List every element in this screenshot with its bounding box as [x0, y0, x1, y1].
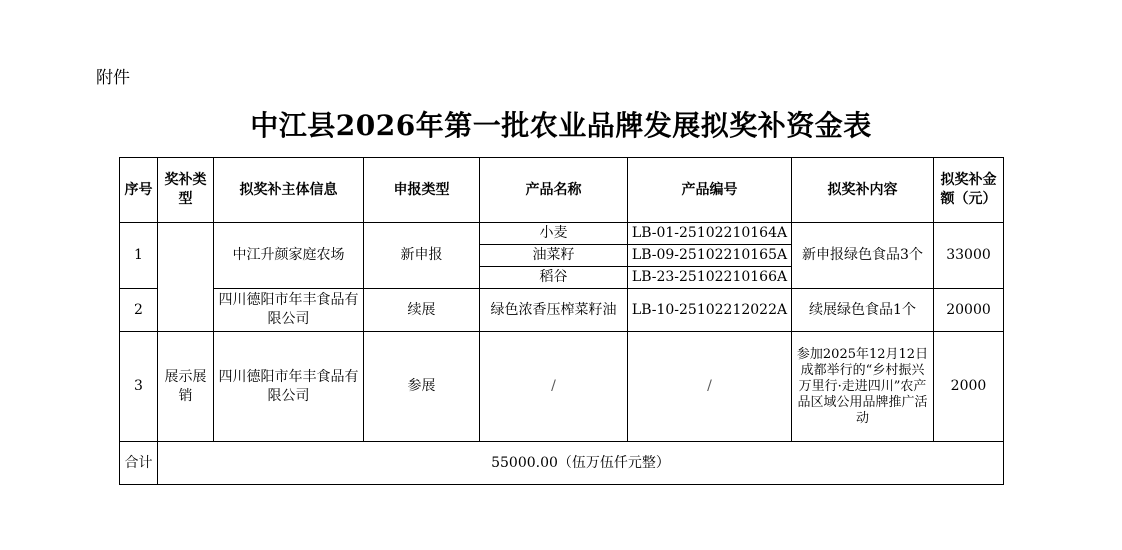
row2-no: 2: [120, 289, 158, 332]
row2-code: LB-10-25102212022A: [628, 289, 792, 332]
row1-type: [158, 223, 214, 332]
header-apply: 申报类型: [364, 158, 480, 223]
total-label: 合计: [120, 442, 158, 485]
header-row: [120, 158, 1004, 223]
header-entity: 拟奖补主体信息: [214, 158, 364, 223]
row2-apply: 续展: [364, 289, 480, 332]
document-title: 中江县2026年第一批农业品牌发展拟奖补资金表: [250, 109, 872, 142]
row3-amount: 2000: [934, 332, 1004, 442]
row1-product-3: 稻谷: [480, 267, 628, 289]
table-row: [120, 332, 1004, 442]
row2-amount: 20000: [934, 289, 1004, 332]
row1-code-3: LB-23-25102210166A: [628, 267, 792, 289]
total-value: 55000.00（伍万伍仟元整）: [158, 442, 1004, 485]
row1-product-2: 油菜籽: [480, 245, 628, 267]
row1-code-2: LB-09-25102210165A: [628, 245, 792, 267]
row1-product-1: 小麦: [480, 223, 628, 245]
header-type: 奖补类型: [158, 158, 214, 223]
row1-apply: 新申报: [364, 223, 480, 289]
header-product: 产品名称: [480, 158, 628, 223]
row3-content: 参加2025年12月12日成都举行的“乡村振兴万里行·走进四川”农产品区域公用品牌推广活动: [792, 332, 934, 442]
row2-content: 续展绿色食品1个: [792, 289, 934, 332]
header-content: 拟奖补内容: [792, 158, 934, 223]
row2-product: 绿色浓香压榨菜籽油: [480, 289, 628, 332]
row3-code: /: [628, 332, 792, 442]
row1-code-1: LB-01-25102210164A: [628, 223, 792, 245]
row3-product: /: [480, 332, 628, 442]
table-row: [120, 289, 1004, 332]
header-amount: 拟奖补金额（元）: [934, 158, 1004, 223]
row1-no: 1: [120, 223, 158, 289]
row3-type: 展示展销: [158, 332, 214, 442]
attachment-label: 附件: [96, 68, 130, 88]
row2-entity: 四川德阳市年丰食品有限公司: [214, 289, 364, 332]
row1-amount: 33000: [934, 223, 1004, 289]
row3-apply: 参展: [364, 332, 480, 442]
row3-entity: 四川德阳市年丰食品有限公司: [214, 332, 364, 442]
total-row: [120, 442, 1004, 485]
row1-entity: 中江升颜家庭农场: [214, 223, 364, 289]
subsidy-table: [119, 157, 1004, 485]
table-row: [120, 223, 1004, 245]
header-code: 产品编号: [628, 158, 792, 223]
row1-content: 新申报绿色食品3个: [792, 223, 934, 289]
row3-no: 3: [120, 332, 158, 442]
header-no: 序号: [120, 158, 158, 223]
